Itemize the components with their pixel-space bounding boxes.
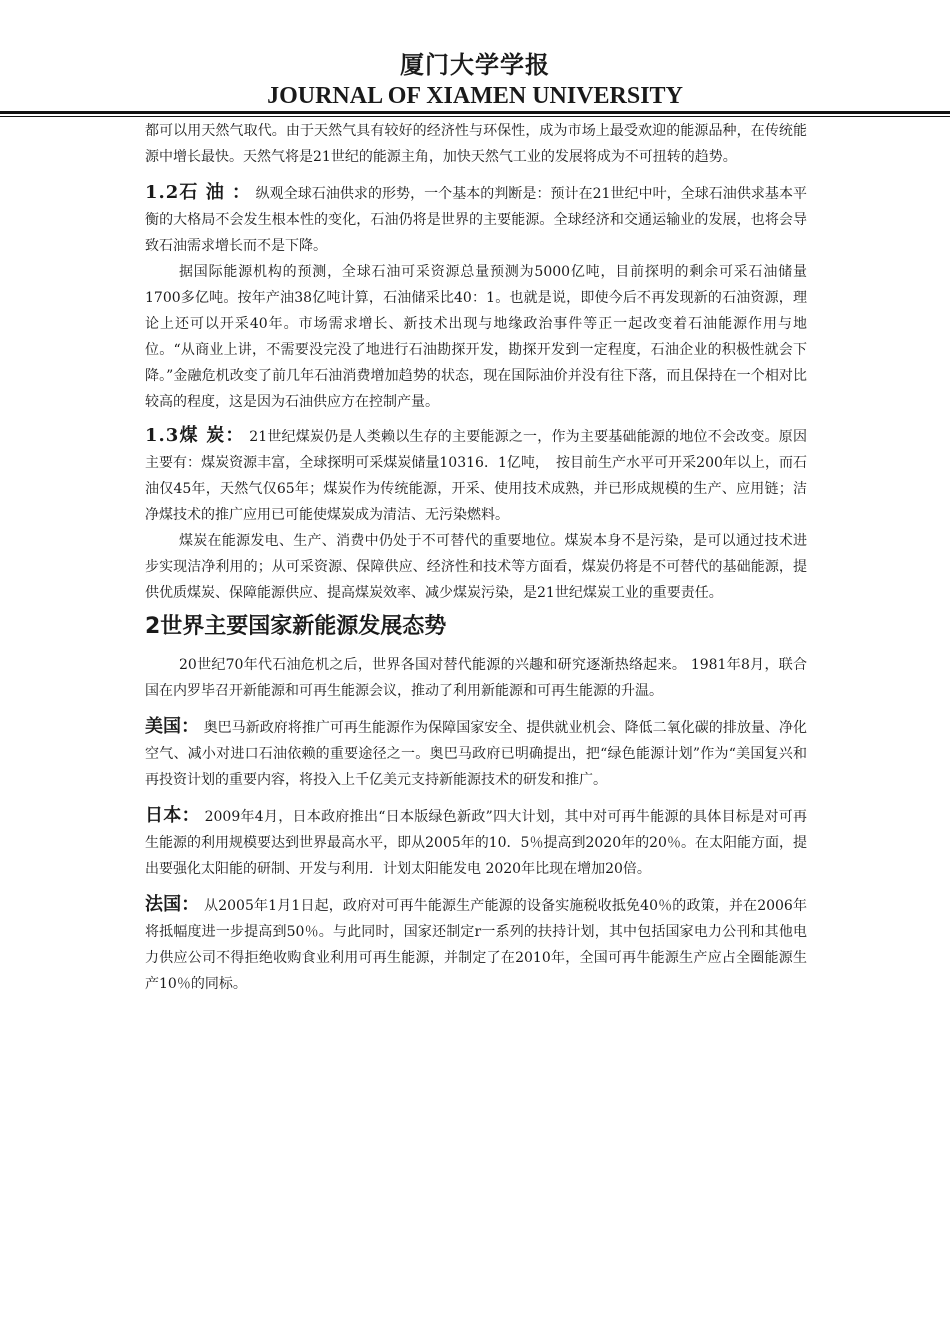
header-rule-thin bbox=[0, 116, 950, 117]
country-us bbox=[145, 714, 807, 793]
journal-title-cn: 厦门大学学报 bbox=[400, 50, 550, 79]
section-1-3-text: 21世纪煤炭仍是人类赖以生存的主要能源之一，作为主要基础能源的地位不会改变。原因主要有：煤炭资源丰富，全球探明可采煤炭储量10316．1亿吨， 按目前生产水平可开采200年以上，而石油仅45年，天然气仅65年；煤炭作为传统能源，开采、使用技术成熟，并已形成规模的生产、应用链；洁净煤技术的推广应用已可能使煤炭成为清洁、无污染燃料。 bbox=[145, 429, 808, 523]
journal-title-en: JOURNAL OF XIAMEN UNIVERSITY bbox=[267, 83, 683, 109]
paragraph-oil-reserves: 据国际能源机构的预测，全球石油可采资源总量预测为5000亿吨，目前探明的剩余可采石油储量1700多亿吨。按年产油38亿吨计算，石油储采比40：1。也就是说，即使今后不再发现新的石油资源，理论上还可以开采40年。市场需求增长、新技术出现与地缘政治事件等正一起改变着石油能源作用与地位。“从商业上讲，不需要没完没了地进行石油勘探开发，勘探开发到一定程度，石油企业的积极性就会下降。”金融危机改变了前几年石油消费增加趋势的状态，现在国际油价并没有往下落，而且保持在一个相对比较高的程度，这是因为石油供应方在控制产量。 bbox=[145, 264, 807, 410]
section-1-2-heading: 1.2石 油 ： bbox=[145, 182, 252, 203]
section-1-3-heading: 1.3煤 炭： bbox=[145, 425, 245, 446]
country-france-text: 从2005年1月1日起，政府对可再牛能源生产能源的设备实施税收抵免40％的政策，并在2006年将抵幅度进一步提高到50％。与此同时，国家还制定r一系列的扶持计划，其中包括国家电力公刊和其他电力供应公司不得拒绝收购食业利用可再生能源，并制定了在2010年，全国可再牛能源生产应占全圈能源生产10％的同标。 bbox=[145, 898, 807, 992]
country-japan bbox=[145, 803, 807, 882]
header-rule-thick bbox=[0, 111, 950, 114]
section-1-2-text: 纵观全球石油供求的形势，一个基本的判断是：预计在21世纪中叶，全球石油供求基本平衡的大格局不会发生根本性的变化，石油仍将是世界的主要能源。全球经济和交通运输业的发展，也将会导致石油需求增长而不是下降。 bbox=[145, 186, 808, 254]
paragraph-section-2-intro: 20世纪70年代石油危机之后，世界各国对替代能源的兴趣和研究逐渐热络起来。 1981年8月，联合国在内罗毕召开新能源和可再生能源会议，推动了利用新能源和可再生能源的升温。 bbox=[145, 657, 807, 699]
journal-header bbox=[0, 50, 950, 110]
country-us-text: 奥巴马新政府将推广可再生能源作为保障国家安全、提供就业机会、降低二氧化碳的排放量、净化空气、减小对进口石油依赖的重要途径之一。奥巴马政府已明确提出，把“绿色能源计划”作为“美国复兴和再投资计划的重要内容，将投入上千亿美元支持新能源技术的研发和推广。 bbox=[145, 720, 808, 788]
paragraph-intro: 都可以用天然气取代。由于天然气具有较好的经济性与环保性，成为市场上最受欢迎的能源品种，在传统能源中增长最快。天然气将是21世纪的能源主角，加快天然气工业的发展将成为不可扭转的趋势。 bbox=[145, 123, 807, 165]
paragraph-coal-role: 煤炭在能源发电、生产、消费中仍处于不可替代的重要地位。煤炭本身不是污染，是可以通过技术进步实现洁净利用的；从可采资源、保障供应、经济性和技术等方面看，煤炭仍将是不可替代的基础能源，提供优质煤炭、保障能源供应、提高煤炭效率、减少煤炭污染，是21世纪煤炭工业的重要责任。 bbox=[145, 533, 807, 601]
country-japan-heading: 日本： bbox=[145, 805, 200, 826]
country-france-heading: 法国： bbox=[145, 894, 200, 915]
section-2-heading: 2世界主要国家新能源发展态势 bbox=[145, 614, 447, 639]
country-france bbox=[145, 892, 807, 997]
country-us-heading: 美国： bbox=[145, 716, 200, 737]
section-1-2 bbox=[145, 180, 807, 259]
country-japan-text: 2009年4月，日本政府推出“日本版绿色新政”四大计划，其中对可再牛能源的具体目标是对可再生能源的利用规模要达到世界最高水平，即从2005年的10．5％提高到2020年的20％。在太阳能方面，提出要强化太阳能的研制、开发与利用．计划太阳能发电 2020年比现在增加20倍。 bbox=[145, 809, 808, 877]
article-body bbox=[145, 118, 807, 997]
section-1-3 bbox=[145, 423, 807, 528]
